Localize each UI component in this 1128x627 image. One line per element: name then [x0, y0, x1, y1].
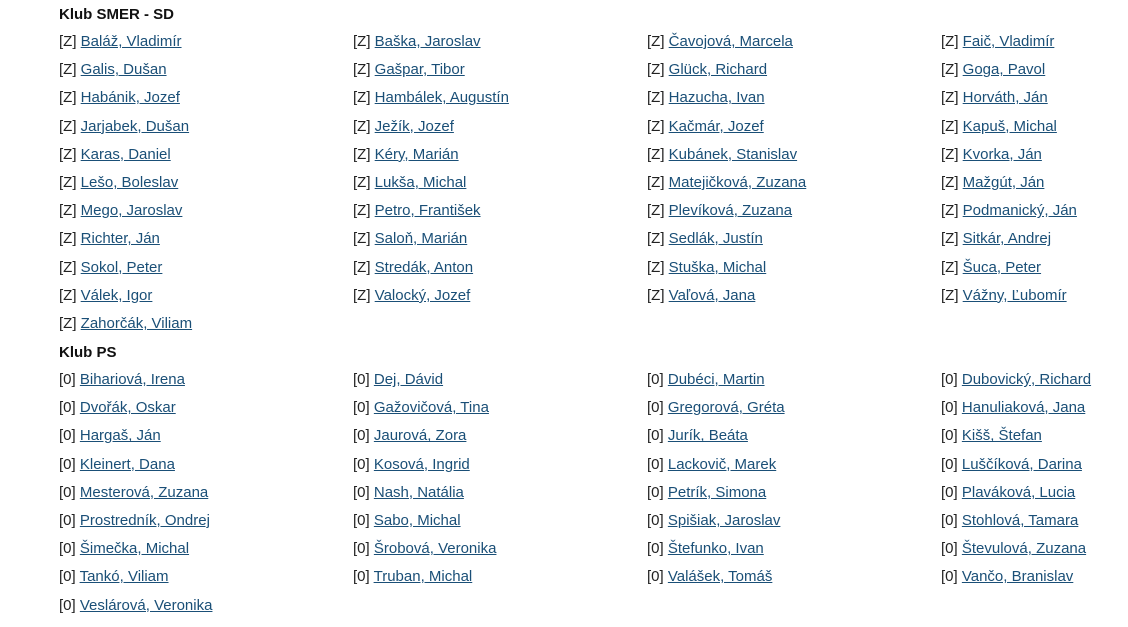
- member-entry: [59, 197, 353, 225]
- member-entry: [941, 141, 1128, 169]
- member-entry: [647, 254, 941, 282]
- member-name-link[interactable]: Truban, Michal: [373, 568, 473, 586]
- member-entry: [59, 451, 353, 479]
- member-name-link[interactable]: Kubánek, Stanislav: [668, 145, 798, 163]
- vote-code: [0]: [59, 427, 76, 445]
- member-name-link[interactable]: Lukša, Michal: [374, 173, 467, 191]
- member-name-link[interactable]: Mesterová, Zuzana: [79, 483, 209, 501]
- vote-code: [0]: [59, 512, 76, 529]
- member-entry: [647, 28, 941, 56]
- member-name-link[interactable]: Goga, Pavol: [962, 61, 1046, 79]
- member-entry: [353, 563, 647, 591]
- vote-code: [Z]: [941, 230, 959, 248]
- member-entry: [941, 563, 1128, 591]
- vote-code: [0]: [353, 512, 370, 529]
- member-entry: [353, 366, 647, 394]
- member-entry: [59, 113, 353, 141]
- member-entry: [353, 113, 647, 141]
- member-name-link[interactable]: Šrobová, Veronika: [373, 540, 497, 558]
- member-name-link[interactable]: Sokol, Peter: [80, 258, 163, 276]
- member-entry: [353, 56, 647, 84]
- member-name-link[interactable]: Nash, Natália: [373, 483, 464, 501]
- vote-code: [Z]: [941, 145, 959, 163]
- vote-code: [0]: [353, 455, 370, 473]
- vote-code: [Z]: [647, 230, 665, 248]
- member-grid: [59, 366, 1128, 620]
- vote-code: [Z]: [59, 89, 77, 107]
- member-name-link[interactable]: Gregorová, Gréta: [667, 399, 785, 417]
- vote-code: [Z]: [59, 314, 77, 332]
- member-name-link[interactable]: Kačmár, Jozef: [668, 117, 764, 135]
- member-name-link[interactable]: Kvorka, Ján: [962, 145, 1042, 163]
- vote-code: [0]: [941, 427, 958, 445]
- member-name-link[interactable]: Válek, Igor: [80, 286, 153, 304]
- member-name-link[interactable]: Richter, Ján: [80, 230, 160, 248]
- club-section: [59, 338, 1128, 620]
- member-entry: [941, 113, 1128, 141]
- member-name-link[interactable]: Jarjabek, Dušan: [80, 117, 190, 135]
- member-entry: [647, 394, 941, 422]
- member-name-link[interactable]: Dubéci, Martin: [667, 371, 765, 389]
- vote-code: [0]: [59, 455, 76, 473]
- member-entry: [59, 394, 353, 422]
- member-entry: [59, 479, 353, 507]
- vote-code: [Z]: [941, 202, 959, 220]
- member-name-link[interactable]: Šimečka, Michal: [79, 540, 190, 558]
- member-entry: [941, 169, 1128, 197]
- member-entry: [59, 254, 353, 282]
- vote-code: [Z]: [941, 258, 959, 276]
- member-entry: [647, 225, 941, 253]
- member-entry: [941, 422, 1128, 450]
- vote-code: [0]: [353, 540, 370, 558]
- vote-code: [Z]: [647, 33, 665, 50]
- vote-code: [0]: [647, 399, 664, 417]
- member-name-link[interactable]: Hazucha, Ivan: [668, 89, 765, 107]
- vote-code: [0]: [59, 483, 76, 501]
- member-name-link[interactable]: Stohlová, Tamara: [961, 512, 1079, 529]
- member-entry: [647, 563, 941, 591]
- vote-code: [0]: [647, 512, 664, 529]
- vote-code: [Z]: [941, 33, 959, 50]
- member-name-link[interactable]: Hargaš, Ján: [79, 427, 161, 445]
- vote-code: [Z]: [647, 145, 665, 163]
- member-entry: [647, 422, 941, 450]
- member-name-link[interactable]: Stredák, Anton: [374, 258, 474, 276]
- member-name-link[interactable]: Galis, Dušan: [80, 61, 167, 79]
- member-name-link[interactable]: Zahorčák, Viliam: [80, 314, 193, 332]
- member-name-link[interactable]: Matejičková, Zuzana: [668, 173, 807, 191]
- vote-code: [Z]: [353, 258, 371, 276]
- vote-code: [0]: [353, 483, 370, 501]
- member-entry: [647, 197, 941, 225]
- member-name-link[interactable]: Hanuliaková, Jana: [961, 399, 1086, 417]
- vote-code: [0]: [59, 540, 76, 558]
- member-entry: [353, 422, 647, 450]
- vote-code: [Z]: [941, 117, 959, 135]
- member-entry: [941, 282, 1128, 310]
- member-name-link[interactable]: Kleinert, Dana: [79, 455, 175, 473]
- vote-results-list: [59, 0, 1128, 620]
- member-name-link[interactable]: Bihariová, Irena: [79, 371, 185, 389]
- member-entry: [353, 507, 647, 535]
- member-name-link[interactable]: Prostredník, Ondrej: [79, 512, 210, 529]
- vote-code: [Z]: [353, 145, 371, 163]
- member-name-link[interactable]: Spišiak, Jaroslav: [667, 512, 781, 529]
- vote-code: [Z]: [647, 286, 665, 304]
- vote-code: [Z]: [353, 230, 371, 248]
- member-entry: [941, 197, 1128, 225]
- member-entry: [647, 535, 941, 563]
- member-name-link[interactable]: Veslárová, Veronika: [79, 596, 213, 614]
- vote-code: [Z]: [59, 286, 77, 304]
- member-name-link[interactable]: Petro, František: [374, 202, 481, 220]
- member-grid: [59, 28, 1128, 338]
- vote-code: [Z]: [59, 258, 77, 276]
- member-name-link[interactable]: Šuca, Peter: [962, 258, 1042, 276]
- member-entry: [941, 56, 1128, 84]
- vote-code: [0]: [647, 483, 664, 501]
- member-entry: [353, 479, 647, 507]
- member-name-link[interactable]: Kéry, Marián: [374, 145, 459, 163]
- vote-code: [Z]: [59, 145, 77, 163]
- member-name-link[interactable]: Dubovický, Richard: [961, 371, 1092, 389]
- vote-code: [0]: [941, 455, 958, 473]
- member-entry: [647, 113, 941, 141]
- vote-code: [0]: [353, 427, 370, 445]
- member-name-link[interactable]: Plevíková, Zuzana: [668, 202, 793, 220]
- vote-code: [Z]: [353, 61, 371, 79]
- member-entry: [647, 84, 941, 112]
- vote-code: [Z]: [941, 89, 959, 107]
- member-entry: [353, 28, 647, 56]
- member-name-link[interactable]: Stuška, Michal: [668, 258, 767, 276]
- member-entry: [59, 225, 353, 253]
- member-entry: [647, 366, 941, 394]
- member-name-link[interactable]: Lešo, Boleslav: [80, 173, 179, 191]
- vote-code: [Z]: [59, 117, 77, 135]
- member-name-link[interactable]: Kišš, Štefan: [961, 427, 1042, 445]
- member-entry: [647, 141, 941, 169]
- vote-code: [Z]: [941, 61, 959, 79]
- vote-code: [Z]: [353, 173, 371, 191]
- member-entry: [353, 254, 647, 282]
- member-name-link[interactable]: Kosová, Ingrid: [373, 455, 470, 473]
- member-name-link[interactable]: Faič, Vladimír: [962, 33, 1055, 50]
- vote-code: [0]: [353, 399, 370, 417]
- member-entry: [59, 366, 353, 394]
- member-entry: [59, 28, 353, 56]
- member-name-link[interactable]: Jurík, Beáta: [667, 427, 748, 445]
- vote-code: [Z]: [353, 89, 371, 107]
- member-entry: [353, 451, 647, 479]
- vote-code: [Z]: [353, 286, 371, 304]
- vote-code: [0]: [647, 455, 664, 473]
- club-heading: Klub SMER - SD: [59, 6, 174, 23]
- member-name-link[interactable]: Vaľová, Jana: [668, 286, 756, 304]
- member-name-link[interactable]: Štefunko, Ivan: [667, 540, 764, 558]
- member-entry: [59, 422, 353, 450]
- member-name-link[interactable]: Sitkár, Andrej: [962, 230, 1052, 248]
- member-entry: [647, 451, 941, 479]
- member-name-link[interactable]: Ježík, Jozef: [374, 117, 454, 135]
- vote-code: [Z]: [647, 258, 665, 276]
- vote-code: [0]: [647, 540, 664, 558]
- member-entry: [59, 592, 353, 620]
- member-entry: [941, 394, 1128, 422]
- member-entry: [647, 56, 941, 84]
- member-name-link[interactable]: Luščíková, Darina: [961, 455, 1082, 473]
- member-name-link[interactable]: Dej, Dávid: [373, 371, 444, 389]
- member-name-link[interactable]: Saloň, Marián: [374, 230, 468, 248]
- member-name-link[interactable]: Horváth, Ján: [962, 89, 1048, 107]
- member-entry: [353, 535, 647, 563]
- club-section: [59, 0, 1128, 338]
- member-entry: [941, 84, 1128, 112]
- vote-code: [0]: [941, 371, 958, 389]
- member-name-link[interactable]: Gažovičová, Tina: [373, 399, 489, 417]
- vote-code: [Z]: [647, 61, 665, 79]
- vote-code: [Z]: [59, 61, 77, 79]
- member-entry: [647, 507, 941, 535]
- member-entry: [59, 563, 353, 591]
- member-entry: [59, 84, 353, 112]
- member-name-link[interactable]: Vážny, Ľubomír: [962, 286, 1067, 304]
- member-name-link[interactable]: Petrík, Simona: [667, 483, 767, 501]
- club-heading: Klub PS: [59, 344, 117, 362]
- member-name-link[interactable]: Valášek, Tomáš: [667, 568, 773, 586]
- member-entry: [647, 479, 941, 507]
- member-name-link[interactable]: Dvořák, Oskar: [79, 399, 176, 417]
- member-name-link[interactable]: Sabo, Michal: [373, 512, 461, 529]
- member-name-link[interactable]: Valocký, Jozef: [374, 286, 471, 304]
- member-entry: [941, 535, 1128, 563]
- vote-code: [Z]: [647, 117, 665, 135]
- member-name-link[interactable]: Števulová, Zuzana: [961, 540, 1087, 558]
- member-name-link[interactable]: Hambálek, Augustín: [374, 89, 509, 107]
- member-name-link[interactable]: Mego, Jaroslav: [80, 202, 183, 220]
- vote-code: [0]: [59, 399, 76, 417]
- member-entry: [647, 169, 941, 197]
- member-name-link[interactable]: Podmanický, Ján: [962, 202, 1077, 220]
- member-name-link[interactable]: Čavojová, Marcela: [668, 33, 793, 50]
- vote-code: [Z]: [59, 33, 77, 50]
- vote-code: [0]: [941, 540, 958, 558]
- vote-code: [0]: [941, 483, 958, 501]
- vote-code: [0]: [59, 568, 76, 586]
- member-entry: [59, 507, 353, 535]
- member-entry: [941, 366, 1128, 394]
- member-entry: [59, 282, 353, 310]
- member-name-link[interactable]: Glück, Richard: [668, 61, 768, 79]
- member-entry: [353, 394, 647, 422]
- vote-code: [0]: [59, 596, 76, 614]
- member-entry: [59, 56, 353, 84]
- member-name-link[interactable]: Sedlák, Justín: [668, 230, 763, 248]
- member-name-link[interactable]: Jaurová, Zora: [373, 427, 467, 445]
- member-entry: [353, 197, 647, 225]
- vote-code: [0]: [353, 371, 370, 389]
- member-name-link[interactable]: Habánik, Jozef: [80, 89, 180, 107]
- vote-code: [Z]: [647, 173, 665, 191]
- vote-code: [0]: [353, 568, 370, 586]
- member-entry: [941, 254, 1128, 282]
- member-entry: [59, 169, 353, 197]
- member-entry: [941, 507, 1128, 535]
- vote-code: [0]: [647, 427, 664, 445]
- member-entry: [941, 479, 1128, 507]
- member-entry: [353, 282, 647, 310]
- vote-code: [Z]: [353, 117, 371, 135]
- member-name-link[interactable]: Mažgút, Ján: [962, 173, 1045, 191]
- vote-code: [0]: [647, 371, 664, 389]
- member-entry: [353, 141, 647, 169]
- member-entry: [353, 169, 647, 197]
- vote-code: [0]: [647, 568, 664, 586]
- member-name-link[interactable]: Tankó, Viliam: [79, 568, 169, 586]
- member-name-link[interactable]: Vančo, Branislav: [961, 568, 1074, 586]
- vote-code: [Z]: [941, 173, 959, 191]
- vote-code: [Z]: [353, 202, 371, 220]
- member-name-link[interactable]: Gašpar, Tibor: [374, 61, 465, 79]
- member-entry: [941, 451, 1128, 479]
- vote-code: [Z]: [59, 202, 77, 220]
- vote-code: [Z]: [59, 173, 77, 191]
- member-entry: [59, 310, 353, 338]
- vote-code: [Z]: [353, 33, 371, 50]
- vote-code: [0]: [941, 399, 958, 417]
- member-name-link[interactable]: Baláž, Vladimír: [80, 33, 182, 50]
- member-entry: [353, 225, 647, 253]
- member-entry: [353, 84, 647, 112]
- member-entry: [941, 225, 1128, 253]
- vote-code: [0]: [941, 568, 958, 586]
- member-entry: [647, 282, 941, 310]
- member-name-link[interactable]: Plaváková, Lucia: [961, 483, 1076, 501]
- member-name-link[interactable]: Karas, Daniel: [80, 145, 171, 163]
- vote-code: [Z]: [941, 286, 959, 304]
- member-name-link[interactable]: Baška, Jaroslav: [374, 33, 481, 50]
- vote-code: [Z]: [647, 202, 665, 220]
- vote-code: [Z]: [59, 230, 77, 248]
- member-name-link[interactable]: Kapuš, Michal: [962, 117, 1057, 135]
- vote-code: [Z]: [647, 89, 665, 107]
- member-entry: [59, 141, 353, 169]
- vote-code: [0]: [59, 371, 76, 389]
- vote-code: [0]: [941, 512, 958, 529]
- member-entry: [941, 28, 1128, 56]
- member-entry: [59, 535, 353, 563]
- member-name-link[interactable]: Lackovič, Marek: [667, 455, 777, 473]
